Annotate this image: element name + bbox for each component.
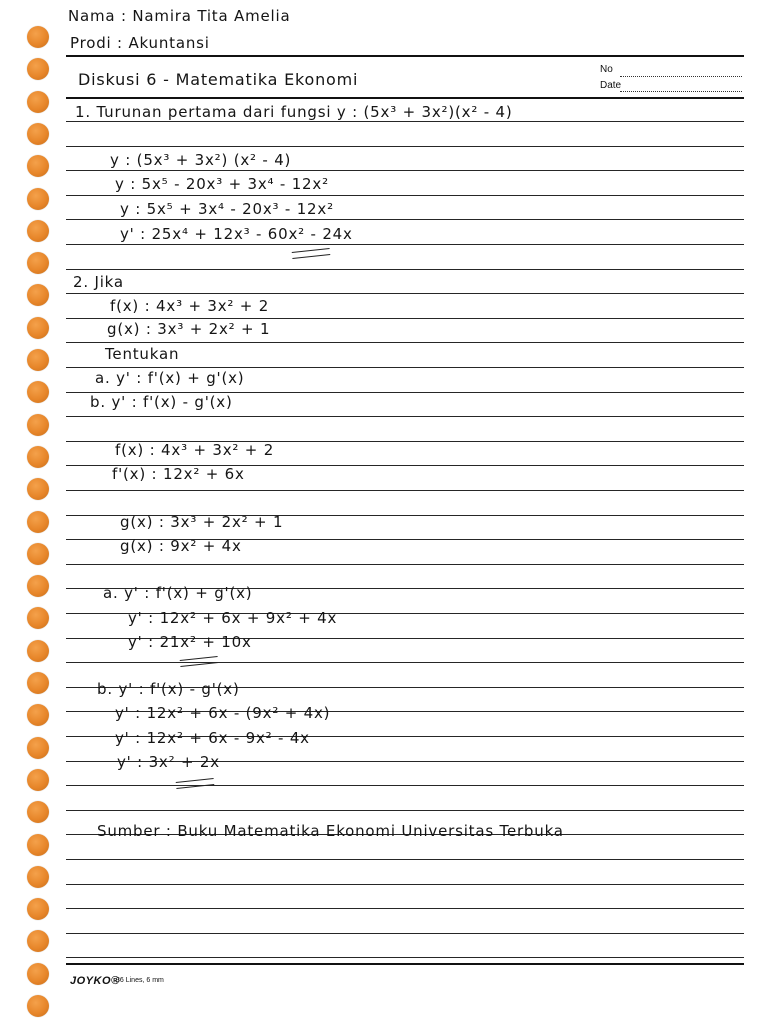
binder-hole bbox=[27, 737, 49, 759]
ruled-line bbox=[66, 367, 744, 368]
date-label: Date bbox=[600, 80, 622, 91]
q1-question: 1. Turunan pertama dari fungsi y : (5x³ + 3x²)(x² - 4) bbox=[75, 103, 513, 121]
binder-hole bbox=[27, 381, 49, 403]
ruled-line bbox=[66, 662, 744, 663]
binder-hole bbox=[27, 801, 49, 823]
footer-rule bbox=[66, 963, 744, 965]
ruled-line bbox=[66, 293, 744, 294]
q2-fx: f(x) : 4x³ + 3x² + 2 bbox=[110, 297, 270, 315]
ruled-line bbox=[66, 146, 744, 147]
ruled-line bbox=[66, 219, 744, 220]
student-name: Nama : Namira Tita Amelia bbox=[68, 7, 291, 25]
date-field-line bbox=[620, 91, 742, 92]
ruled-line bbox=[66, 342, 744, 343]
q1-step-3: y : 5x⁵ + 3x⁴ - 20x³ - 12x² bbox=[120, 200, 334, 218]
ruled-line bbox=[66, 490, 744, 491]
ruled-line bbox=[66, 957, 744, 958]
binder-hole bbox=[27, 963, 49, 985]
study-program: Prodi : Akuntansi bbox=[70, 34, 210, 52]
q2-gx: g(x) : 3x³ + 2x² + 1 bbox=[107, 320, 271, 338]
ruled-line bbox=[66, 884, 744, 885]
binder-hole bbox=[27, 317, 49, 339]
q1-step-2: y : 5x⁵ - 20x³ + 3x⁴ - 12x² bbox=[115, 175, 329, 193]
binder-hole bbox=[27, 704, 49, 726]
binder-hole bbox=[27, 866, 49, 888]
ruled-line bbox=[66, 785, 744, 786]
binder-hole bbox=[27, 91, 49, 113]
double-underline bbox=[180, 656, 219, 667]
brand-logo: JOYKO® bbox=[70, 975, 120, 987]
no-field-line bbox=[620, 76, 742, 77]
ruled-line bbox=[66, 416, 744, 417]
brand-lines-info: 36 Lines, 6 mm bbox=[116, 977, 164, 984]
q2-a-step-3: y' : 21x² + 10x bbox=[128, 633, 252, 651]
ruled-line bbox=[66, 908, 744, 909]
q1-step-4: y' : 25x⁴ + 12x³ - 60x² - 24x bbox=[120, 225, 353, 243]
q2-b-step-1: b. y' : f'(x) - g'(x) bbox=[97, 680, 240, 698]
q2-a-step-1: a. y' : f'(x) + g'(x) bbox=[103, 584, 253, 602]
ruled-line bbox=[66, 318, 744, 319]
ruled-line bbox=[66, 564, 744, 565]
binder-hole bbox=[27, 58, 49, 80]
q2-a-step-2: y' : 12x² + 6x + 9x² + 4x bbox=[128, 609, 338, 627]
source-note: Sumber : Buku Matematika Ekonomi Universitas Terbuka bbox=[97, 822, 564, 840]
double-underline bbox=[292, 248, 331, 259]
binder-hole bbox=[27, 930, 49, 952]
binder-hole bbox=[27, 640, 49, 662]
binder-hole bbox=[27, 155, 49, 177]
binder-hole bbox=[27, 123, 49, 145]
q2-tentukan: Tentukan bbox=[105, 345, 180, 363]
q2-b-step-4: y' : 3x² + 2x bbox=[117, 753, 220, 771]
binder-hole bbox=[27, 607, 49, 629]
double-underline bbox=[176, 778, 215, 789]
binder-hole bbox=[27, 349, 49, 371]
binder-hole bbox=[27, 543, 49, 565]
q2-intro: 2. Jika bbox=[73, 273, 124, 291]
q2-task-b: b. y' : f'(x) - g'(x) bbox=[90, 393, 233, 411]
header-rule-bottom bbox=[66, 97, 744, 99]
binder-hole bbox=[27, 511, 49, 533]
q2-task-a: a. y' : f'(x) + g'(x) bbox=[95, 369, 245, 387]
binder-hole bbox=[27, 26, 49, 48]
binder-hole bbox=[27, 995, 49, 1017]
no-label: No bbox=[600, 64, 613, 75]
q2-f-again: f(x) : 4x³ + 3x² + 2 bbox=[115, 441, 275, 459]
q1-step-1: y : (5x³ + 3x²) (x² - 4) bbox=[110, 151, 292, 169]
binder-hole bbox=[27, 478, 49, 500]
binder-hole bbox=[27, 284, 49, 306]
header-rule-top bbox=[66, 55, 744, 57]
page-title: Diskusi 6 - Matematika Ekonomi bbox=[78, 70, 359, 89]
binder-hole bbox=[27, 898, 49, 920]
ruled-line bbox=[66, 269, 744, 270]
q2-b-step-2: y' : 12x² + 6x - (9x² + 4x) bbox=[115, 704, 331, 722]
binder-hole bbox=[27, 769, 49, 791]
q2-g-prime: g(x) : 9x² + 4x bbox=[120, 537, 242, 555]
ruled-line bbox=[66, 195, 744, 196]
q2-f-prime: f'(x) : 12x² + 6x bbox=[112, 465, 245, 483]
binder-hole bbox=[27, 446, 49, 468]
ruled-line bbox=[66, 859, 744, 860]
binder-hole bbox=[27, 414, 49, 436]
q2-g-again: g(x) : 3x³ + 2x² + 1 bbox=[120, 513, 284, 531]
binder-hole bbox=[27, 188, 49, 210]
ruled-line bbox=[66, 933, 744, 934]
binder-hole bbox=[27, 575, 49, 597]
ruled-line bbox=[66, 121, 744, 122]
binder-hole bbox=[27, 252, 49, 274]
binder-hole bbox=[27, 672, 49, 694]
ruled-line bbox=[66, 244, 744, 245]
q2-b-step-3: y' : 12x² + 6x - 9x² - 4x bbox=[115, 729, 310, 747]
ruled-line bbox=[66, 170, 744, 171]
binder-hole bbox=[27, 220, 49, 242]
ruled-line bbox=[66, 810, 744, 811]
binder-hole bbox=[27, 834, 49, 856]
